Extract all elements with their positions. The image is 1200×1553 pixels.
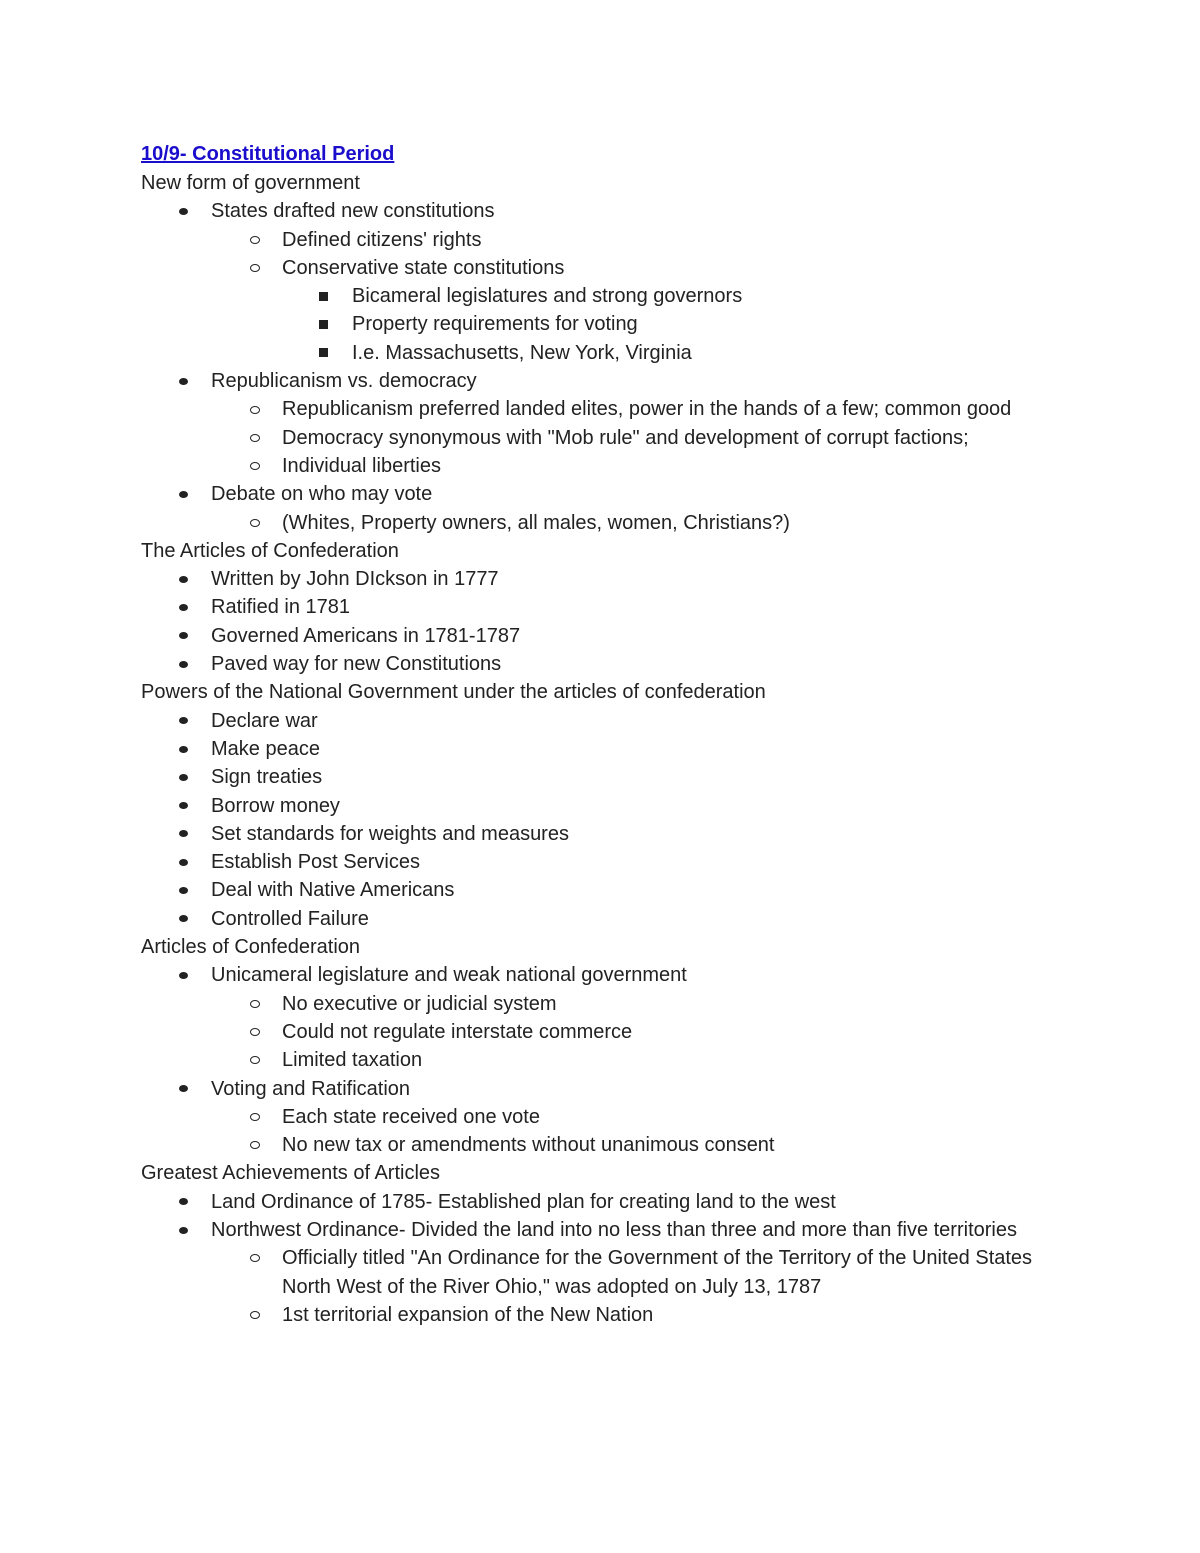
disc-bullet-icon <box>179 820 188 848</box>
square-bullet-icon <box>319 339 328 367</box>
note-section <box>141 933 1041 1159</box>
list-item <box>141 961 1041 989</box>
list-item <box>141 792 1041 820</box>
list-item-text: Each state received one vote <box>282 1105 540 1128</box>
disc-bullet-icon <box>179 480 188 508</box>
circle-bullet-icon <box>250 424 260 452</box>
list-item-text: Northwest Ordinance- Divided the land into no less than three and more than five territories <box>211 1218 1017 1241</box>
list-item-text: Bicameral legislatures and strong governors <box>352 285 743 308</box>
list-item <box>141 1046 1041 1074</box>
list-item-text: Governed Americans in 1781-1787 <box>211 624 521 647</box>
circle-bullet-icon <box>250 1301 260 1329</box>
list-item <box>141 650 1041 678</box>
list-item-text: 1st territorial expansion of the New Nation <box>282 1303 654 1326</box>
note-section <box>141 1159 1041 1329</box>
list-item <box>141 565 1041 593</box>
list-item <box>141 622 1041 650</box>
square-bullet-icon <box>319 310 328 338</box>
list-item <box>141 735 1041 763</box>
list-item-text: I.e. Massachusetts, New York, Virginia <box>352 341 692 364</box>
list-item <box>141 1018 1041 1046</box>
list-item <box>141 1131 1041 1159</box>
list-item <box>141 480 1041 508</box>
disc-bullet-icon <box>179 622 188 650</box>
list-item <box>141 1188 1041 1216</box>
list-item <box>141 282 1041 310</box>
list-item-text: No new tax or amendments without unanimous consent <box>282 1134 775 1157</box>
list-item-text: Sign treaties <box>211 766 323 789</box>
bullet-list <box>141 707 1041 933</box>
disc-bullet-icon <box>179 565 188 593</box>
list-item <box>141 367 1041 395</box>
list-item-text: Land Ordinance of 1785- Established plan for creating land to the west <box>211 1190 836 1213</box>
circle-bullet-icon <box>250 990 260 1018</box>
list-item <box>141 1075 1041 1103</box>
disc-bullet-icon <box>179 735 188 763</box>
list-item <box>141 593 1041 621</box>
disc-bullet-icon <box>179 763 188 791</box>
disc-bullet-icon <box>179 848 188 876</box>
sections-container <box>141 169 1041 1329</box>
list-item <box>141 990 1041 1018</box>
list-item-text: Declare war <box>211 709 318 732</box>
list-item <box>141 763 1041 791</box>
list-item <box>141 1244 1041 1301</box>
circle-bullet-icon <box>250 452 260 480</box>
disc-bullet-icon <box>179 650 188 678</box>
list-item-text: No executive or judicial system <box>282 992 557 1015</box>
list-item <box>141 1103 1041 1131</box>
list-item <box>141 310 1041 338</box>
list-item-text: Limited taxation <box>282 1049 423 1072</box>
circle-bullet-icon <box>250 226 260 254</box>
bullet-list <box>141 197 1041 537</box>
list-item-text: Property requirements for voting <box>352 313 638 336</box>
list-item-text: (Whites, Property owners, all males, women, Christians?) <box>282 511 790 534</box>
list-item-text: States drafted new constitutions <box>211 200 495 223</box>
square-bullet-icon <box>319 282 328 310</box>
disc-bullet-icon <box>179 1075 188 1103</box>
disc-bullet-icon <box>179 593 188 621</box>
bullet-list <box>141 961 1041 1159</box>
disc-bullet-icon <box>179 792 188 820</box>
circle-bullet-icon <box>250 1046 260 1074</box>
document-content <box>141 139 1041 1329</box>
list-item-text: Voting and Ratification <box>211 1077 411 1100</box>
list-item <box>141 226 1041 254</box>
list-item-text: Defined citizens' rights <box>282 228 482 251</box>
list-item-text: Establish Post Services <box>211 851 420 874</box>
list-item <box>141 905 1041 933</box>
list-item-text: Controlled Failure <box>211 907 369 930</box>
list-item-text: Borrow money <box>211 794 340 817</box>
list-item-text: Deal with Native Americans <box>211 879 455 902</box>
circle-bullet-icon <box>250 1131 260 1159</box>
list-item-text: Could not regulate interstate commerce <box>282 1020 633 1043</box>
list-item <box>141 339 1041 367</box>
disc-bullet-icon <box>179 707 188 735</box>
note-section <box>141 678 1041 933</box>
section-heading: New form of government <box>141 172 360 194</box>
list-item <box>141 1301 1041 1329</box>
bullet-list <box>141 1188 1041 1329</box>
circle-bullet-icon <box>250 1244 260 1272</box>
list-item-text: Officially titled "An Ordinance for the Government of the Territory of the United States North West of the River Ohio," was adopted on July 13, 1787 <box>282 1247 1033 1298</box>
list-item-text: Republicanism vs. democracy <box>211 370 477 393</box>
list-item <box>141 1216 1041 1244</box>
disc-bullet-icon <box>179 876 188 904</box>
section-heading: Greatest Achievements of Articles <box>141 1162 441 1185</box>
list-item <box>141 197 1041 225</box>
list-item <box>141 424 1041 452</box>
list-item <box>141 452 1041 480</box>
list-item-text: Unicameral legislature and weak national government <box>211 964 687 987</box>
list-item <box>141 848 1041 876</box>
list-item <box>141 395 1041 423</box>
section-heading: The Articles of Confederation <box>141 539 399 562</box>
list-item-text: Debate on who may vote <box>211 483 433 506</box>
bullet-list <box>141 565 1041 678</box>
disc-bullet-icon <box>179 367 188 395</box>
disc-bullet-icon <box>179 961 188 989</box>
note-section <box>141 169 1041 537</box>
list-item-text: Written by John DIckson in 1777 <box>211 568 499 591</box>
disc-bullet-icon <box>179 1216 188 1244</box>
list-item <box>141 707 1041 735</box>
list-item-text: Set standards for weights and measures <box>211 822 569 845</box>
section-heading: Articles of Confederation <box>141 936 361 959</box>
section-heading: Powers of the National Government under the articles of confederation <box>141 681 766 704</box>
note-section <box>141 537 1041 678</box>
circle-bullet-icon <box>250 1018 260 1046</box>
page-title[interactable]: 10/9- Constitutional Period <box>141 143 395 165</box>
circle-bullet-icon <box>250 509 260 537</box>
list-item-text: Make peace <box>211 737 320 760</box>
list-item <box>141 509 1041 537</box>
list-item-text: Ratified in 1781 <box>211 596 350 619</box>
list-item <box>141 254 1041 282</box>
list-item-text: Conservative state constitutions <box>282 256 565 279</box>
list-item-text: Paved way for new Constitutions <box>211 653 502 676</box>
list-item-text: Republicanism preferred landed elites, power in the hands of a few; common good <box>282 398 1012 421</box>
list-item <box>141 820 1041 848</box>
disc-bullet-icon <box>179 1188 188 1216</box>
disc-bullet-icon <box>179 905 188 933</box>
disc-bullet-icon <box>179 197 188 225</box>
circle-bullet-icon <box>250 254 260 282</box>
circle-bullet-icon <box>250 395 260 423</box>
list-item <box>141 876 1041 904</box>
circle-bullet-icon <box>250 1103 260 1131</box>
list-item-text: Democracy synonymous with "Mob rule" and development of corrupt factions; <box>282 426 969 449</box>
list-item-text: Individual liberties <box>282 454 441 477</box>
